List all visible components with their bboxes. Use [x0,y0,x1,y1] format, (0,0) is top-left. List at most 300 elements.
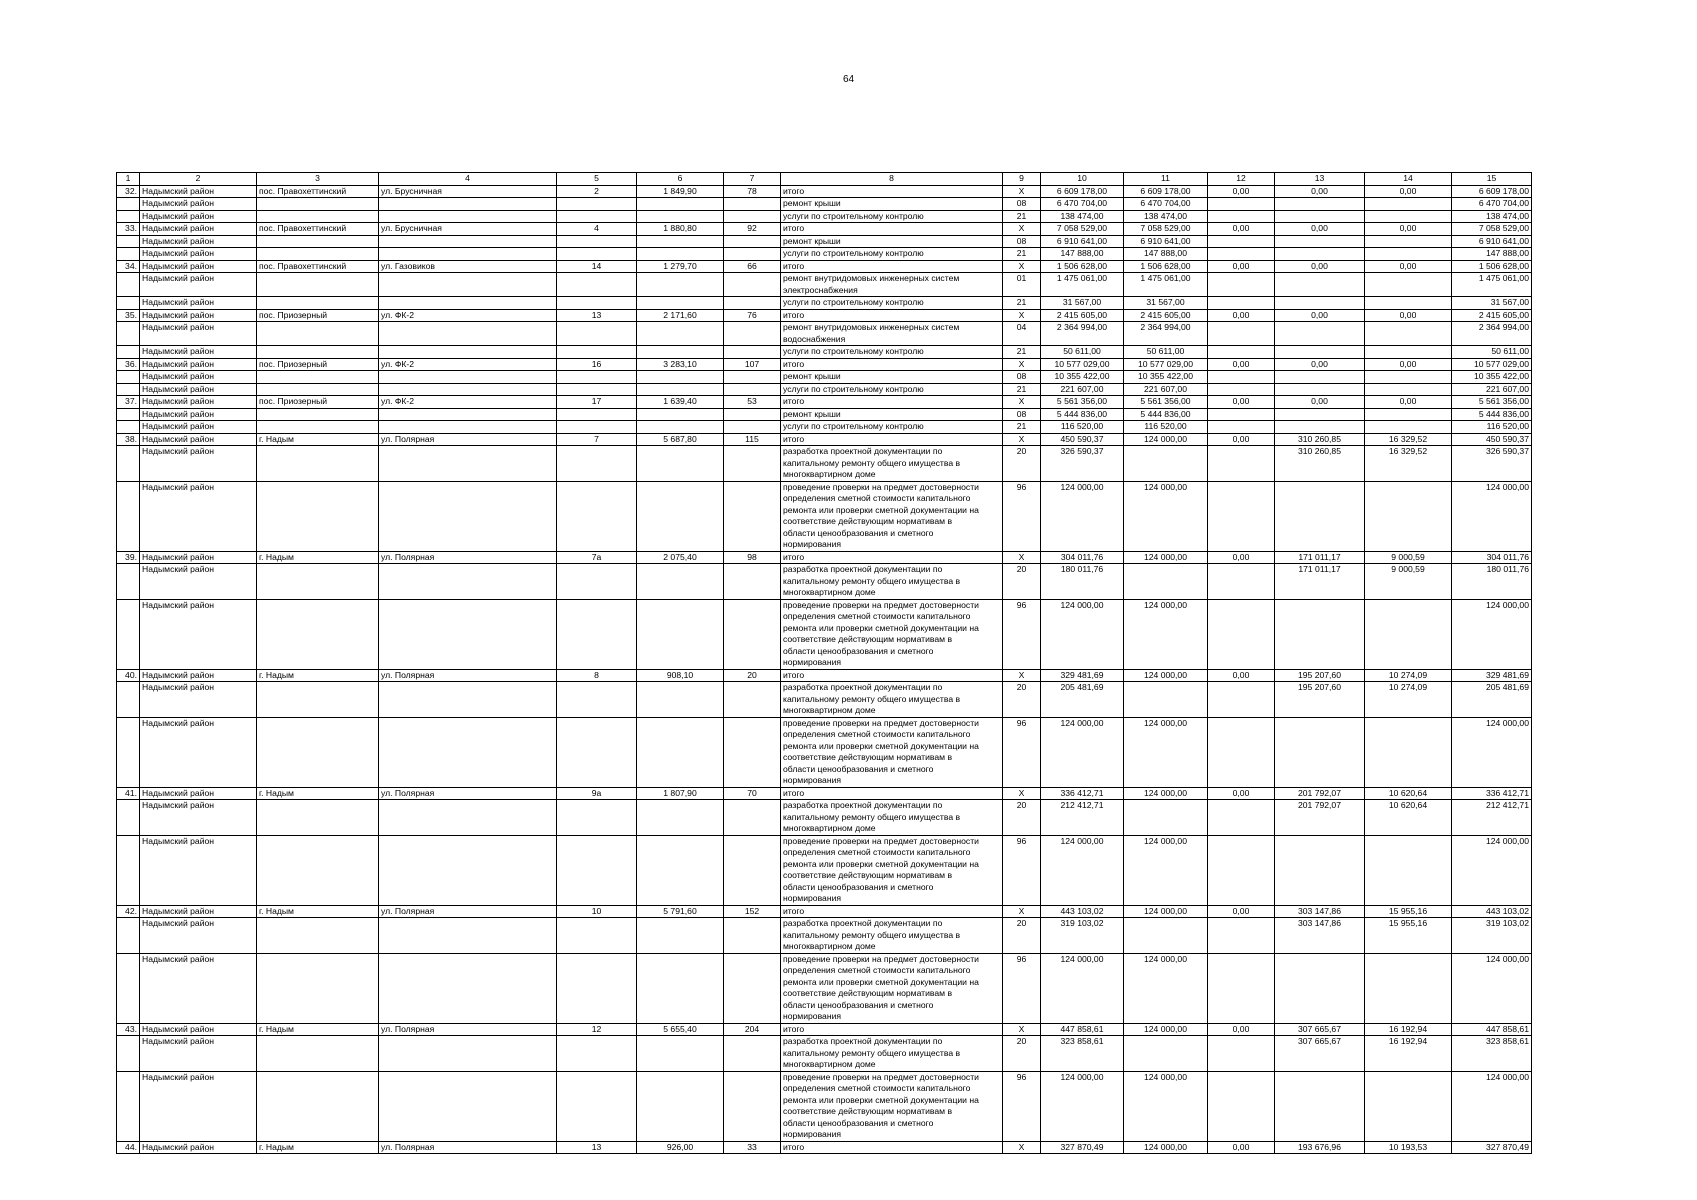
cell-col-9: X [1003,260,1041,273]
cell-col-5 [557,682,637,718]
cell-col-5: 10 [557,905,637,918]
work-type-text: разработка проектной документации по капитальному ремонту общего имущества в многоквартирном доме [783,800,961,833]
table-row [117,551,1532,564]
cell-col-3 [257,322,379,346]
cell-col-13: 171 011,17 [1275,564,1365,600]
cell-col-8 [781,682,1003,718]
cell-col-4 [379,346,557,359]
cell-col-10: 323 858,61 [1041,1036,1124,1072]
cell-col-11: 7 058 529,00 [1124,223,1208,236]
cell-col-12 [1208,383,1275,396]
cell-col-7: 76 [724,309,781,322]
cell-col-5 [557,198,637,211]
cell-col-13: 310 260,85 [1275,446,1365,482]
cell-col-15: 2 364 994,00 [1452,322,1532,346]
cell-col-3: пос. Правохеттинский [257,223,379,236]
cell-col-5 [557,408,637,421]
cell-col-15: 450 590,37 [1452,433,1532,446]
cell-col-9: X [1003,433,1041,446]
cell-col-6 [637,446,724,482]
cell-col-4: ул. ФК-2 [379,309,557,322]
cell-col-14 [1365,248,1452,261]
cell-col-15: 447 858,61 [1452,1023,1532,1036]
cell-col-10: 116 520,00 [1041,421,1124,434]
cell-col-13 [1275,717,1365,787]
cell-col-6 [637,918,724,954]
cell-col-2: Надымский район [140,210,257,223]
cell-col-3 [257,421,379,434]
table-row [117,309,1532,322]
cell-col-7 [724,918,781,954]
cell-col-15: 10 577 029,00 [1452,358,1532,371]
work-type-text: проведение проверки на предмет достоверности определения сметной стоимости капитального ремонта или проверки сметной документации на соответствие действующим нормативам в области ценообразования и сметного нормирования [783,599,979,667]
cell-col-1 [117,248,140,261]
cell-col-13 [1275,198,1365,211]
cell-col-13 [1275,481,1365,551]
cell-col-6 [637,682,724,718]
cell-col-1 [117,210,140,223]
cell-col-11: 2 415 605,00 [1124,309,1208,322]
cell-col-10: 124 000,00 [1041,717,1124,787]
table-row [117,273,1532,297]
cell-col-4 [379,953,557,1023]
cell-col-4: ул. Полярная [379,669,557,682]
cell-col-11: 10 577 029,00 [1124,358,1208,371]
cell-col-6: 5 687,80 [637,433,724,446]
cell-col-5: 4 [557,223,637,236]
cell-col-6 [637,421,724,434]
cell-col-12: 0,00 [1208,309,1275,322]
cell-col-6 [637,235,724,248]
cell-col-9: 08 [1003,198,1041,211]
cell-col-4 [379,235,557,248]
cell-col-9: 21 [1003,421,1041,434]
cell-col-2: Надымский район [140,383,257,396]
cell-col-1 [117,599,140,669]
cell-col-7 [724,800,781,836]
cell-col-1 [117,383,140,396]
cell-col-11 [1124,918,1208,954]
cell-col-4 [379,371,557,384]
cell-col-3 [257,371,379,384]
cell-col-6: 5 791,60 [637,905,724,918]
cell-col-7 [724,297,781,310]
cell-col-1 [117,371,140,384]
cell-col-11: 124 000,00 [1124,433,1208,446]
cell-col-8 [781,421,1003,434]
cell-col-10: 1 475 061,00 [1041,273,1124,297]
cell-col-15: 124 000,00 [1452,599,1532,669]
work-type-text: итого [783,787,805,798]
cell-col-6 [637,346,724,359]
header-cell-10: 10 [1041,173,1124,186]
cell-col-10: 31 567,00 [1041,297,1124,310]
cell-col-4 [379,446,557,482]
cell-col-4 [379,408,557,421]
cell-col-8 [781,1071,1003,1141]
cell-col-3: г. Надым [257,905,379,918]
cell-col-2: Надымский район [140,185,257,198]
cell-col-15: 6 910 641,00 [1452,235,1532,248]
cell-col-14 [1365,835,1452,905]
work-type-text: разработка проектной документации по капитальному ремонту общего имущества в многоквартирном доме [783,564,961,597]
cell-col-13: 303 147,86 [1275,905,1365,918]
cell-col-15: 6 470 704,00 [1452,198,1532,211]
cell-col-15: 116 520,00 [1452,421,1532,434]
cell-col-6 [637,297,724,310]
cell-col-11: 124 000,00 [1124,905,1208,918]
cell-col-6 [637,835,724,905]
cell-col-3 [257,682,379,718]
cell-col-11: 124 000,00 [1124,787,1208,800]
cell-col-13 [1275,273,1365,297]
cell-col-1 [117,408,140,421]
cell-col-13: 0,00 [1275,358,1365,371]
cell-col-1 [117,564,140,600]
cell-col-12: 0,00 [1208,260,1275,273]
cell-col-5 [557,297,637,310]
cell-col-15: 205 481,69 [1452,682,1532,718]
cell-col-14: 15 955,16 [1365,905,1452,918]
cell-col-7: 92 [724,223,781,236]
cell-col-6 [637,1036,724,1072]
cell-col-14 [1365,346,1452,359]
cell-col-7: 78 [724,185,781,198]
cell-col-10: 329 481,69 [1041,669,1124,682]
cell-col-4: ул. Полярная [379,1141,557,1154]
cell-col-14: 9 000,59 [1365,551,1452,564]
header-cell-14: 14 [1365,173,1452,186]
work-type-text: услуги по строительному контролю [783,346,924,356]
cell-col-4: ул. Полярная [379,551,557,564]
cell-col-10: 180 011,76 [1041,564,1124,600]
cell-col-6: 926,00 [637,1141,724,1154]
work-type-text: итого [783,309,805,320]
cell-col-6 [637,371,724,384]
cell-col-5 [557,248,637,261]
cell-col-12: 0,00 [1208,1023,1275,1036]
cell-col-4: ул. Брусничная [379,223,557,236]
cell-col-14 [1365,408,1452,421]
cell-col-13 [1275,235,1365,248]
cell-col-7: 152 [724,905,781,918]
cell-col-2: Надымский район [140,1071,257,1141]
cell-col-12 [1208,248,1275,261]
cell-col-13 [1275,210,1365,223]
cell-col-13 [1275,421,1365,434]
cell-col-3: г. Надым [257,1141,379,1154]
cell-col-6 [637,322,724,346]
cell-col-8 [781,446,1003,482]
cell-col-15: 323 858,61 [1452,1036,1532,1072]
cell-col-15: 124 000,00 [1452,481,1532,551]
table-row [117,787,1532,800]
cell-col-10: 1 506 628,00 [1041,260,1124,273]
cell-col-2: Надымский район [140,408,257,421]
cell-col-9: X [1003,396,1041,409]
cell-col-11: 1 475 061,00 [1124,273,1208,297]
cell-col-2: Надымский район [140,358,257,371]
cell-col-8 [781,297,1003,310]
cell-col-4: ул. ФК-2 [379,358,557,371]
header-cell-11: 11 [1124,173,1208,186]
cell-col-15: 336 412,71 [1452,787,1532,800]
cell-col-3: г. Надым [257,433,379,446]
cell-col-12 [1208,835,1275,905]
table-row [117,481,1532,551]
cell-col-10: 443 103,02 [1041,905,1124,918]
cell-col-7 [724,322,781,346]
cell-col-9: 96 [1003,599,1041,669]
cell-col-2: Надымский район [140,835,257,905]
cell-col-14 [1365,481,1452,551]
cell-col-14: 16 192,94 [1365,1023,1452,1036]
cell-col-9: 20 [1003,918,1041,954]
cell-col-5 [557,717,637,787]
cell-col-12: 0,00 [1208,223,1275,236]
cell-col-11: 138 474,00 [1124,210,1208,223]
cell-col-8 [781,260,1003,273]
cell-col-6: 2 075,40 [637,551,724,564]
cell-col-1 [117,1036,140,1072]
header-cell-8: 8 [781,173,1003,186]
header-cell-6: 6 [637,173,724,186]
header-cell-15: 15 [1452,173,1532,186]
cell-col-14: 16 329,52 [1365,433,1452,446]
cell-col-6 [637,800,724,836]
cell-col-7: 66 [724,260,781,273]
cell-col-9: 21 [1003,248,1041,261]
work-type-text: итого [783,185,805,196]
cell-col-5: 7а [557,551,637,564]
cell-col-5 [557,383,637,396]
cell-col-7 [724,371,781,384]
cell-col-2: Надымский район [140,682,257,718]
cell-col-4 [379,918,557,954]
cell-col-4: ул. Брусничная [379,185,557,198]
cell-col-9: X [1003,905,1041,918]
cell-col-7 [724,835,781,905]
cell-col-7: 70 [724,787,781,800]
cell-col-5 [557,273,637,297]
cell-col-2: Надымский район [140,322,257,346]
cell-col-14: 0,00 [1365,309,1452,322]
cell-col-12 [1208,273,1275,297]
cell-col-6: 5 655,40 [637,1023,724,1036]
cell-col-5: 7 [557,433,637,446]
cell-col-12 [1208,446,1275,482]
cell-col-9: 20 [1003,564,1041,600]
work-type-text: проведение проверки на предмет достоверности определения сметной стоимости капитального ремонта или проверки сметной документации на соответствие действующим нормативам в области ценообразования и сметного нормирования [783,717,979,785]
table-row [117,953,1532,1023]
cell-col-9: 21 [1003,297,1041,310]
cell-col-9: 21 [1003,383,1041,396]
cell-col-15: 31 567,00 [1452,297,1532,310]
cell-col-3 [257,297,379,310]
cell-col-8 [781,1023,1003,1036]
cell-col-10: 124 000,00 [1041,599,1124,669]
cell-col-13 [1275,953,1365,1023]
cell-col-1: 33. [117,223,140,236]
cell-col-12 [1208,346,1275,359]
cell-col-8 [781,1141,1003,1154]
cell-col-9: 96 [1003,481,1041,551]
cell-col-10: 5 444 836,00 [1041,408,1124,421]
cell-col-4: ул. Полярная [379,433,557,446]
cell-col-8 [781,273,1003,297]
cell-col-2: Надымский район [140,787,257,800]
cell-col-6 [637,599,724,669]
cell-col-1 [117,322,140,346]
cell-col-12: 0,00 [1208,358,1275,371]
cell-col-13: 201 792,07 [1275,787,1365,800]
cell-col-14 [1365,421,1452,434]
table-row [117,185,1532,198]
cell-col-6: 1 807,90 [637,787,724,800]
work-type-text: итого [783,358,805,369]
cell-col-10: 6 910 641,00 [1041,235,1124,248]
cell-col-5: 17 [557,396,637,409]
cell-col-6 [637,953,724,1023]
cell-col-2: Надымский район [140,953,257,1023]
cell-col-3 [257,1071,379,1141]
cell-col-8 [781,551,1003,564]
cell-col-5: 13 [557,309,637,322]
cell-col-13: 195 207,60 [1275,682,1365,718]
cell-col-9: 01 [1003,273,1041,297]
cell-col-12: 0,00 [1208,433,1275,446]
cell-col-2: Надымский район [140,260,257,273]
work-type-text: ремонт внутридомовых инженерных систем электроснабжения [783,273,960,295]
cell-col-9: X [1003,669,1041,682]
cell-col-2: Надымский район [140,273,257,297]
cell-col-5 [557,835,637,905]
cell-col-3 [257,210,379,223]
cell-col-8 [781,835,1003,905]
cell-col-10: 147 888,00 [1041,248,1124,261]
cell-col-4 [379,682,557,718]
cell-col-14: 10 274,09 [1365,682,1452,718]
cell-col-11: 124 000,00 [1124,1141,1208,1154]
cell-col-10: 2 364 994,00 [1041,322,1124,346]
cell-col-9: X [1003,787,1041,800]
cell-col-15: 6 609 178,00 [1452,185,1532,198]
cell-col-10: 10 577 029,00 [1041,358,1124,371]
table-row [117,297,1532,310]
header-cell-5: 5 [557,173,637,186]
cell-col-10: 205 481,69 [1041,682,1124,718]
cell-col-8 [781,358,1003,371]
column-number-header [117,173,1532,186]
header-cell-1: 1 [117,173,140,186]
cell-col-5 [557,322,637,346]
cell-col-9: X [1003,309,1041,322]
cell-col-11: 116 520,00 [1124,421,1208,434]
cell-col-15: 180 011,76 [1452,564,1532,600]
cell-col-10: 6 609 178,00 [1041,185,1124,198]
cell-col-13 [1275,408,1365,421]
cell-col-5: 14 [557,260,637,273]
cell-col-6 [637,273,724,297]
cell-col-9: 96 [1003,1071,1041,1141]
work-type-text: итого [783,260,805,271]
work-type-text: разработка проектной документации по капитальному ремонту общего имущества в многоквартирном доме [783,1036,961,1069]
table-row [117,682,1532,718]
cell-col-8 [781,564,1003,600]
cell-col-1: 34. [117,260,140,273]
cell-col-5 [557,918,637,954]
cell-col-4 [379,297,557,310]
cell-col-4 [379,717,557,787]
cell-col-7 [724,599,781,669]
cell-col-11: 5 561 356,00 [1124,396,1208,409]
cell-col-13: 193 676,96 [1275,1141,1365,1154]
cell-col-1 [117,446,140,482]
work-type-text: проведение проверки на предмет достоверности определения сметной стоимости капитального ремонта или проверки сметной документации на соответствие действующим нормативам в области ценообразования и сметного нормирования [783,835,979,903]
cell-col-1 [117,918,140,954]
cell-col-8 [781,787,1003,800]
cell-col-11: 124 000,00 [1124,717,1208,787]
cell-col-14 [1365,235,1452,248]
cell-col-2: Надымский район [140,248,257,261]
table-row [117,905,1532,918]
cell-col-4 [379,383,557,396]
cell-col-4 [379,322,557,346]
cell-col-8 [781,918,1003,954]
cell-col-5 [557,953,637,1023]
cell-col-13: 0,00 [1275,309,1365,322]
cell-col-15: 326 590,37 [1452,446,1532,482]
cell-col-9: 96 [1003,953,1041,1023]
table-row [117,408,1532,421]
cell-col-9: X [1003,551,1041,564]
cell-col-3: г. Надым [257,669,379,682]
cell-col-14 [1365,273,1452,297]
cell-col-2: Надымский район [140,551,257,564]
cell-col-3 [257,800,379,836]
cell-col-8 [781,346,1003,359]
cell-col-11: 124 000,00 [1124,835,1208,905]
cell-col-5 [557,346,637,359]
table-row [117,383,1532,396]
cell-col-15: 221 607,00 [1452,383,1532,396]
cell-col-10: 327 870,49 [1041,1141,1124,1154]
cell-col-8 [781,322,1003,346]
table-row [117,1023,1532,1036]
cell-col-10: 138 474,00 [1041,210,1124,223]
cell-col-2: Надымский район [140,297,257,310]
cell-col-11: 124 000,00 [1124,551,1208,564]
cell-col-1 [117,953,140,1023]
cell-col-15: 147 888,00 [1452,248,1532,261]
cell-col-3 [257,564,379,600]
cell-col-1 [117,800,140,836]
cell-col-14 [1365,1071,1452,1141]
table-row [117,346,1532,359]
cell-col-13: 0,00 [1275,223,1365,236]
capital-repair-table [116,172,1532,1154]
cell-col-10: 50 611,00 [1041,346,1124,359]
cell-col-5: 16 [557,358,637,371]
cell-col-4 [379,273,557,297]
cell-col-7: 20 [724,669,781,682]
table-row [117,1036,1532,1072]
cell-col-11: 50 611,00 [1124,346,1208,359]
table-row [117,446,1532,482]
cell-col-1 [117,235,140,248]
cell-col-7 [724,235,781,248]
cell-col-15: 138 474,00 [1452,210,1532,223]
